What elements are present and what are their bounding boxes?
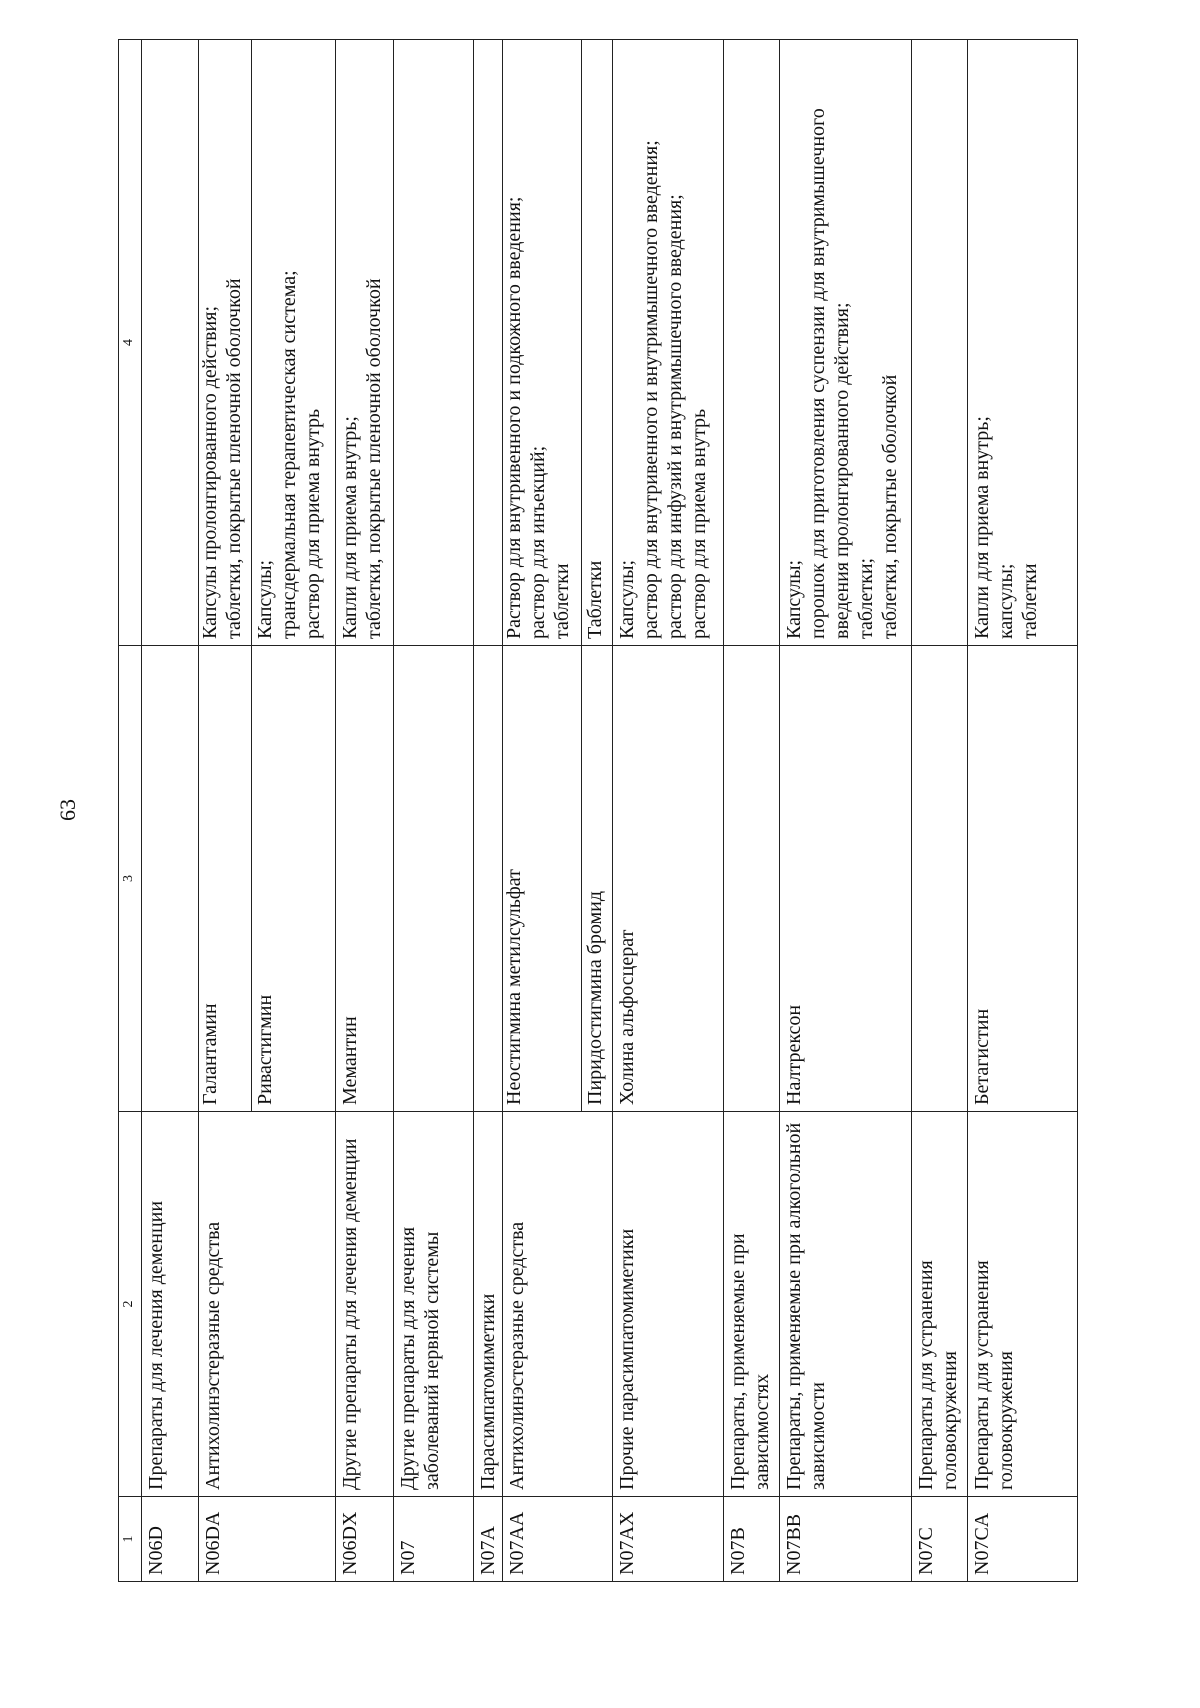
column-header: 4 <box>119 40 142 646</box>
dosage-forms: Раствор для внутривенного и подкожного введения; раствор для инъекций; таблетки <box>502 196 573 639</box>
drug-stack <box>501 652 610 1105</box>
rotated-table-wrapper <box>118 40 1078 1582</box>
table-row <box>199 40 336 1582</box>
group-name-cell: Препараты, применяемые при алкогольной зависимости <box>780 1112 912 1497</box>
dosage-forms-cell <box>142 40 199 646</box>
table-row <box>473 40 502 1582</box>
group-name-cell: Препараты для устранения головокружения <box>968 1112 1078 1497</box>
table-row <box>912 40 968 1582</box>
dosage-forms-cell: Капли для приема внутрь; капсулы; таблетки <box>968 40 1078 646</box>
table-row <box>612 40 724 1582</box>
dosage-forms-cell <box>473 40 502 646</box>
drug-name: Галантамин <box>199 1003 222 1105</box>
atc-code-cell: N07CA <box>968 1497 1078 1582</box>
dosage-forms-cell: Капсулы; порошок для приготовления суспензии для внутримышечного введения пролонгированного действия; таблетки; таблетки, покрытые оболочкой <box>780 40 912 646</box>
atc-code-cell: N07B <box>724 1497 780 1582</box>
drug-name-cell: Мемантин <box>336 646 394 1112</box>
atc-code-cell: N06D <box>142 1497 199 1582</box>
group-name-cell: Препараты для лечения деменции <box>142 1112 199 1497</box>
dosage-forms-cell <box>724 40 780 646</box>
table-row <box>724 40 780 1582</box>
atc-code-cell: N06DA <box>199 1497 336 1582</box>
dosage-forms: Капсулы; трансдермальная терапевтическая система; раствор для приема внутрь <box>251 40 333 645</box>
drug-name-cell <box>142 646 199 1112</box>
drug-stack <box>197 652 333 1105</box>
atc-code-cell: N07 <box>394 1497 473 1582</box>
page-number: 63 <box>55 799 80 821</box>
forms-stack <box>501 46 610 639</box>
drug-name-cell <box>199 646 336 1112</box>
group-name-cell: Антихолинэстеразные средства <box>199 1112 336 1497</box>
dosage-forms-cell <box>912 40 968 646</box>
dosage-forms-cell <box>199 40 336 646</box>
drug-name-cell <box>724 646 780 1112</box>
dosage-forms-cell <box>394 40 473 646</box>
dosage-forms-cell: Капсулы; раствор для внутривенного и внутримышечного введения; раствор для инфузий и внутримышечного введения; раствор для приема внутрь <box>612 40 724 646</box>
atc-code-cell: N07C <box>912 1497 968 1582</box>
atc-code-cell: N07A <box>473 1497 502 1582</box>
header-row <box>119 40 142 1582</box>
column-header: 2 <box>119 1112 142 1497</box>
table-row <box>394 40 473 1582</box>
group-name-cell: Препараты для устранения головокружения <box>912 1112 968 1497</box>
table-row <box>780 40 912 1582</box>
atc-code-cell: N07BB <box>780 1497 912 1582</box>
drug-name-cell <box>912 646 968 1112</box>
table-row <box>142 40 199 1582</box>
drug-name-cell <box>394 646 473 1112</box>
dosage-forms: Капсулы пролонгированного действия; таблетки, покрытые пленочной оболочкой <box>199 278 246 639</box>
forms-stack <box>197 46 333 639</box>
group-name-cell: Парасимпатомиметики <box>473 1112 502 1497</box>
column-header: 1 <box>119 1497 142 1582</box>
atc-code-cell: N07AX <box>612 1497 724 1582</box>
drug-name-cell: Налтрексон <box>780 646 912 1112</box>
table-row <box>336 40 394 1582</box>
dosage-forms: Таблетки <box>581 40 610 645</box>
dosage-forms-cell <box>502 40 612 646</box>
table-row <box>968 40 1078 1582</box>
drug-name-cell <box>502 646 612 1112</box>
drug-name: Пиридостигмина бромид <box>581 646 610 1111</box>
group-name-cell: Другие препараты для лечения деменции <box>336 1112 394 1497</box>
column-header: 3 <box>119 646 142 1112</box>
table-row <box>502 40 612 1582</box>
drug-name-cell: Холина альфосцерат <box>612 646 724 1112</box>
atc-code-cell: N07AA <box>502 1497 612 1582</box>
group-name-cell: Другие препараты для лечения заболеваний нервной системы <box>394 1112 473 1497</box>
drug-name: Ривастигмин <box>251 646 333 1111</box>
group-name-cell: Антихолинэстеразные средства <box>502 1112 612 1497</box>
drug-name-cell <box>473 646 502 1112</box>
group-name-cell: Прочие парасимпатомиметики <box>612 1112 724 1497</box>
dosage-forms-cell: Капли для приема внутрь; таблетки, покрытые пленочной оболочкой <box>336 40 394 646</box>
drug-name: Неостигмина метилсульфат <box>502 869 525 1105</box>
drug-table <box>118 39 1078 1582</box>
group-name-cell: Препараты, применяемые при зависимостях <box>724 1112 780 1497</box>
atc-code-cell: N06DX <box>336 1497 394 1582</box>
drug-name-cell: Бетагистин <box>968 646 1078 1112</box>
